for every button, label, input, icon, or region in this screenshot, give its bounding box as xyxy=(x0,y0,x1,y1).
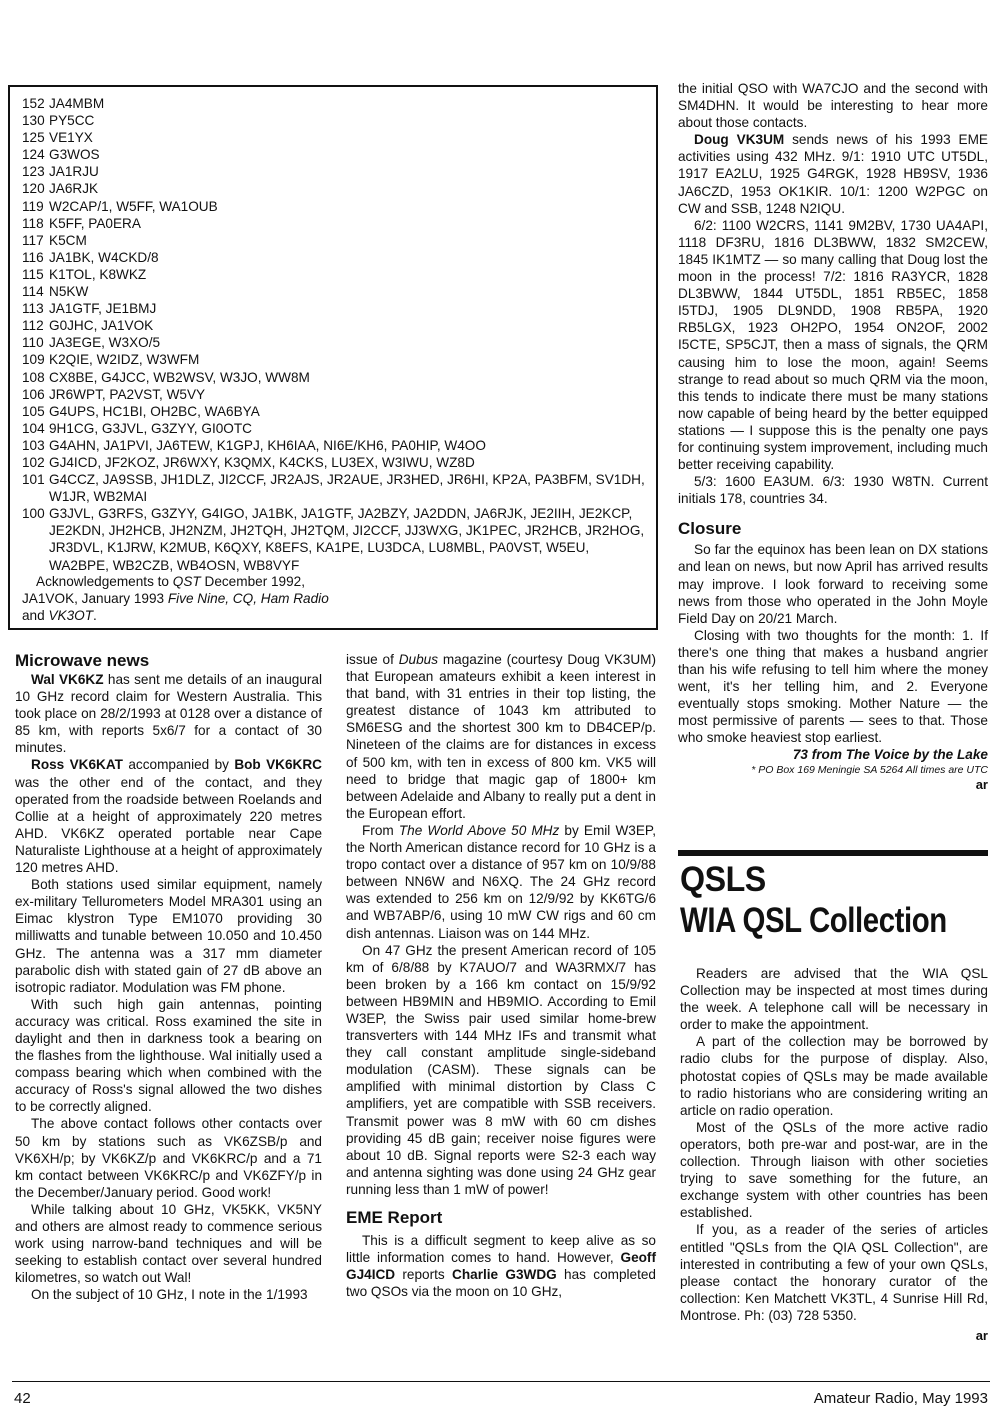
paragraph: Doug VK3UM sends news of his 1993 EME activities using 432 MHz. 9/1: 1910 UTC UT5DL, 1917 EA2LU, 1925 G4RGK, 1928 HB9SV, 1936 JA6CZD, 1953 OK1KIR. 10/1: 1200 W2PGC on CW and SSB, 1248 N2IQU. xyxy=(678,132,988,216)
country-count: 105 xyxy=(22,403,45,419)
stats-row xyxy=(22,180,652,197)
footer-rule xyxy=(12,1381,990,1382)
callsigns: G3JVL, G3RFS, G3ZYY, G4IGO, JA1BK, JA1GTF, JA2BZY, JA2DDN, JA6RJK, JE2IIH, JE2KCP, JE2KDN, JH2HCB, JH2NZM, JH2TQH, JH2TQM, JI2CCF, JJ3WXG, JK1PEC, JR2HCB, JR2HOG, JR3DVL, K1JRW, K2MUB, K6QXY, K8EFS, KA1PE, LU3DCA, LU8MBL, PA0VST, W5EU, WA2BPE, WB2CZB, WB4OSN, WB8VYF xyxy=(49,506,645,573)
dxcc-stats-box xyxy=(8,85,658,630)
stats-row xyxy=(22,283,652,300)
callsigns: K5FF, PA0ERA xyxy=(49,215,141,231)
country-count: 123 xyxy=(22,164,45,180)
paragraph: the initial QSO with WA7CJO and the second with SM4DHN. It would be interesting to hear more about those contacts. xyxy=(678,81,988,131)
paragraph: On the subject of 10 GHz, I note in the 1/1993 xyxy=(31,1287,308,1303)
callsigns: JA1RJU xyxy=(49,164,99,180)
stats-row xyxy=(22,163,652,180)
callsigns: K2QIE, W2IDZ, W3WFM xyxy=(49,352,200,368)
callsigns: JA4MBM xyxy=(49,96,105,111)
stats-row xyxy=(22,146,652,163)
stats-row xyxy=(22,471,652,505)
publication-line: Amateur Radio, May 1993 xyxy=(813,1390,988,1407)
paragraph: This is a difficult segment to keep alive as so little information comes to hand. However, Geoff GJ4ICD reports Charlie G3WDG has completed two QSOs via the moon on 10 GHz, xyxy=(346,1233,656,1300)
ack-line-1: Acknowledgements to QST December 1992, xyxy=(36,574,306,589)
callsigns: K5CM xyxy=(49,232,87,248)
end-mark: ar xyxy=(975,777,988,793)
country-count: 103 xyxy=(22,437,45,453)
column-1 xyxy=(15,651,322,1303)
callsigns: G4UPS, HC1BI, OH2BC, WA6BYA xyxy=(49,403,260,419)
paragraph: Wal VK6KZ has sent me details of an inaugural 10 GHz record claim for Western Australia. This took place on 28/2/1993 at 0128 over a distance of 85 km, with reports 5x6/7 for a contact of 30 minutes. xyxy=(15,672,322,756)
stats-row xyxy=(22,300,652,317)
callsigns: G4CCZ, JA9SSB, JH1DLZ, JI2CCF, JR2AJS, JR2AUE, JR3HED, JR6HI, KP2A, PA3BFM, SV1DH, W1JR, WB2MAI xyxy=(49,472,645,505)
country-count: 109 xyxy=(22,352,45,368)
paragraph: Readers are advised that the WIA QSL Collection may be inspected at most times during the week. A telephone call will be necessary in order to make the appointment. xyxy=(680,966,988,1033)
callsigns: G0JHC, JA1VOK xyxy=(49,318,154,334)
callsigns: JA1BK, W4CKD/8 xyxy=(49,249,159,265)
closure-heading: Closure xyxy=(678,519,742,539)
stats-row xyxy=(22,454,652,471)
stats-row xyxy=(22,129,652,146)
microwave-news-heading: Microwave news xyxy=(15,651,150,670)
eme-report-heading: EME Report xyxy=(346,1208,443,1227)
stats-row xyxy=(22,266,652,283)
end-mark: ar xyxy=(975,1327,988,1343)
stats-row xyxy=(22,505,652,573)
paragraph: 6/2: 1100 W2CRS, 1141 9M2BV, 1730 UA4API, 1118 DF3RU, 1816 DL3BWW, 1832 SM2CEW, 1845 IK1MTZ — so many calling that Doug lost the moon in the process! 7/2: 1816 RA3YCR, 1828 DL3BWW, 1844 UT5DL, 1851 RB5EC, 1858 I5TDJ, 1905 DL9NDD, 1908 RB5PA, 1920 RB5LGX, 1923 OH2PO, 1954 ON2OF, 2002 I5CTE, SP5CJT, then a mass of signals, the QRM causing him to lose the moon, again! Seems strange to read about so much QRM via the moon, this tends to indicate there must be many stations now capable of being heard by the better equipped stations — I suppose this is the penalty one pays for continuing system improvement, including much better receiving capability. xyxy=(678,217,988,473)
country-count: 124 xyxy=(22,147,45,163)
country-count: 108 xyxy=(22,369,45,385)
callsigns: JA6RJK xyxy=(49,181,99,197)
callsigns: JA1GTF, JE1BMJ xyxy=(49,301,157,317)
paragraph: Most of the QSLs of the more active radio operators, both pre-war and post-war, are in the collection. Through liaison with other societies trying to save something for the future, an exchange system with other countries has been established. xyxy=(680,1119,988,1221)
country-count: 101 xyxy=(22,472,45,488)
stats-row xyxy=(22,249,652,266)
signoff: 73 from The Voice by the Lake xyxy=(792,747,988,763)
column-2 xyxy=(346,651,656,1300)
paragraph: Both stations used similar equipment, namely ex-military Tellurometers Model MRA301 using an Eimac klystron Type EM1070 providing 30 milliwatts and tunable between 10.050 and 10.450 GHz. The antenna was a 317 mm diameter parabolic dish with stated gain of 27 dB above an isotropic radiator. Modulation was FM phone. xyxy=(15,877,322,995)
stats-row xyxy=(22,351,652,368)
stats-row xyxy=(22,334,652,351)
paragraph: With such high gain antennas, pointing accuracy was critical. Ross examined the site in daylight and then in darkness took a bearing on the flashes from the lighthouse. Wal initially used a compass bearing which when combined with the accuracy of Ross's signal allowed the two dishes to be correctly aligned. xyxy=(15,996,322,1115)
country-count: 113 xyxy=(22,301,44,317)
callsigns: N5KW xyxy=(49,284,89,300)
paragraph: The above contact follows other contacts over 50 km by stations such as VK6ZSB/p and VK6XH/p; by VK6KZ/p and VK6KRC/p and a 71 km contact between VK6KRC/p and VK6ZFY/p in the December/January period. Good work! xyxy=(15,1116,322,1200)
stats-row xyxy=(22,386,652,403)
country-count: 100 xyxy=(22,506,45,522)
stats-row xyxy=(22,437,652,454)
stats-row xyxy=(22,420,652,437)
stats-row xyxy=(22,112,652,129)
stats-row xyxy=(22,403,652,420)
stats-row xyxy=(22,232,652,249)
paragraph: Ross VK6KAT accompanied by Bob VK6KRC was the other end of the contact, and they operated from the roadside between Roelands and Collie at a height of approximately 220 metres AHD. VK6KZ operated portable near Cape Naturaliste Lighthouse at a height of approximately 120 metres AHD. xyxy=(15,757,322,876)
country-count: 152 xyxy=(22,96,45,111)
paragraph: If you, as a reader of the series of articles entitled "QSLs from the QIA QSL Collection", are interested in contributing a few of your own QSLs, please contact the honorary curator of the collection: Ken Matchett VK3TL, 4 Sunrise Hill Rd, Montrose. Ph: (03) 728 5350. xyxy=(680,1222,988,1323)
stats-row xyxy=(22,95,652,112)
ack-line-2: JA1VOK, January 1993 Five Nine, CQ, Ham Radio and VK3OT. xyxy=(22,591,329,624)
country-count: 114 xyxy=(22,284,44,300)
country-count: 104 xyxy=(22,420,45,436)
callsigns: CX8BE, G4JCC, WB2WSV, W3JO, WW8M xyxy=(49,369,310,385)
country-count: 115 xyxy=(22,266,44,282)
paragraph: On 47 GHz the present American record of 105 km of 6/8/88 by K7AUO/7 and WA3RMX/7 has been broken by a 166 km contact on 15/9/92 between HB9MIN and HB9MIO. According to Emil W3EP, the Swiss pair used similar home-brew transverters with 144 MHz IFs and transmit what they call constant amplitude single-sideband modulation (CASM). These signals can be amplified with minimal distortion by Class C amplifiers, yet are compatible with SSB receivers. Transmit power was 8 mW with 60 cm dishes providing 45 dB gain; receiver noise figures were about 10 dB. Signal reports were S2-3 each way and antenna sighting was done using 24 GHz gear running less than 1 mW of power! xyxy=(346,942,656,1197)
callsigns: JA3EGE, W3XO/5 xyxy=(49,335,161,351)
country-count: 106 xyxy=(22,386,45,402)
qsls-body xyxy=(680,965,988,1344)
paragraph: While talking about 10 GHz, VK5KK, VK5NY and others are almost ready to commence serious work using narrow-band techniques and will be seeking to establish contact over several hundred kilometres, so watch out Wal! xyxy=(15,1201,322,1286)
paragraph: 5/3: 1600 EA3UM. 6/3: 1930 W8TN. Current initials 178, countries 34. xyxy=(678,474,988,507)
callsigns: G3WOS xyxy=(49,147,100,163)
stats-row xyxy=(22,369,652,386)
section-rule xyxy=(678,850,988,856)
author-address: * PO Box 169 Meningie SA 5264 All times are UTC xyxy=(751,764,988,777)
stats-row xyxy=(22,198,652,215)
callsigns: G4AHN, JA1PVI, JA6TEW, K1GPJ, KH6IAA, NI6E/KH6, PA0HIP, W4OO xyxy=(49,437,486,453)
qsls-subtitle: WIA QSL Collection xyxy=(680,901,947,940)
paragraph: A part of the collection may be borrowed by radio clubs for the purpose of display. Also, photostat copies of QSLs may be made available to radio historians who are considering writing an article on radio operation. xyxy=(680,1034,988,1118)
country-count: 118 xyxy=(22,215,44,231)
stats-row xyxy=(22,215,652,232)
paragraph: From The World Above 50 MHz by Emil W3EP, the North American distance record for 10 GHz is a tropo contact over a distance of 957 km on 10/9/88 between NN6W and N6XQ. The 24 GHz record was extended to 256 km on 12/9/92 by KK6TG/6 and WB7ABP/6, using 10 mW CW rigs and 60 cm dish antennas. Liaison was on 144 MHz. xyxy=(346,822,656,941)
country-count: 102 xyxy=(22,454,45,470)
country-count: 125 xyxy=(22,130,45,146)
paragraph: Closing with two thoughts for the month: 1. If there's one thing that makes a husband angrier than his wife refusing to tell him where the money went, it's her telling him, and 2. Everyone eventually stops smoking. Mother Nature — the most permissive of parents — sees to that. Those who smoke heaviest stop earliest. xyxy=(678,627,988,746)
country-count: 119 xyxy=(22,198,44,214)
callsigns: PY5CC xyxy=(49,113,95,129)
country-count: 120 xyxy=(22,181,45,197)
callsigns: 9H1CG, G3JVL, G3ZYY, GI0OTC xyxy=(49,420,252,436)
stats-list xyxy=(22,95,652,574)
country-count: 110 xyxy=(22,335,44,351)
column-3 xyxy=(678,80,988,793)
country-count: 130 xyxy=(22,113,45,129)
country-count: 112 xyxy=(22,318,44,334)
callsigns: VE1YX xyxy=(49,130,93,146)
page-number: 42 xyxy=(14,1390,31,1407)
callsigns: JR6WPT, PA2VST, W5VY xyxy=(49,386,206,402)
paragraph: issue of Dubus magazine (courtesy Doug VK3UM) that European amateurs exhibit a keen interest in that band, with 31 entries in their top listing, the greatest distance of 1043 km attributed to SM6ESG and the shortest 300 km to DB4CEP/p. Nineteen of the claims are for distances in excess of 500 km, with ten in excess of 800 km. VK5 will need to bridge that magic gap of 1800+ km between Adelaide and Albany to really put a dent in the European effort. xyxy=(346,652,657,821)
callsigns: W2CAP/1, W5FF, WA1OUB xyxy=(49,198,218,214)
qsls-title: QSLS xyxy=(680,860,766,899)
paragraph: So far the equinox has been lean on DX stations and lean on news, but now April has arrived results may improve. I look forward to receiving some news from those who operated in the John Moyle Field Day on 20/21 March. xyxy=(678,542,988,626)
callsigns: GJ4ICD, JF2KOZ, JR6WXY, K3QMX, K4CKS, LU3EX, W3IWU, WZ8D xyxy=(49,454,475,470)
country-count: 116 xyxy=(22,249,44,265)
callsigns: K1TOL, K8WKZ xyxy=(49,266,147,282)
acknowledgements xyxy=(22,573,652,625)
stats-row xyxy=(22,317,652,334)
country-count: 117 xyxy=(22,232,44,248)
